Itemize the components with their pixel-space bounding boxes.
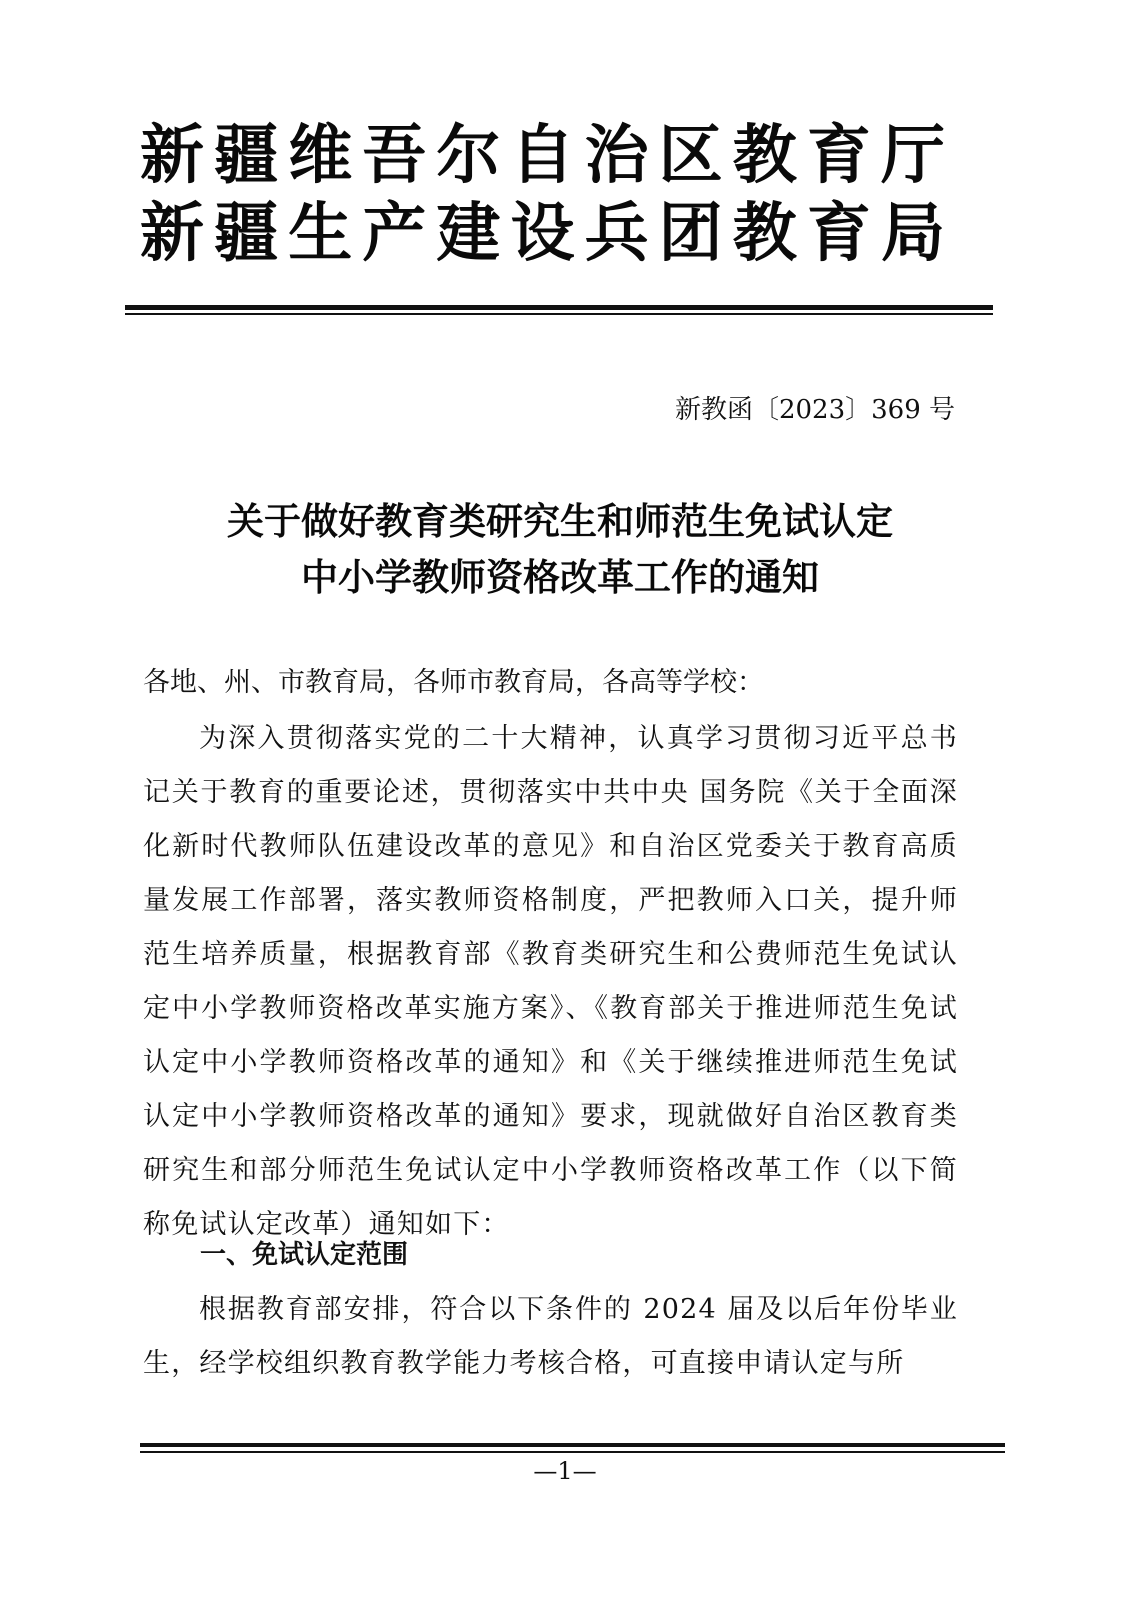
header-char: 设 [510,197,575,271]
header-char: 育 [806,119,871,193]
issuer-name-line-2 [140,198,945,270]
header-char: 局 [880,197,945,271]
header-char: 新 [140,197,204,271]
header-divider-thick [125,305,993,310]
document-title-line-2: 中小学教师资格改革工作的通知 [301,555,819,599]
header-char: 厅 [880,119,945,193]
header-char: 疆 [214,197,279,271]
body-paragraph: 为深入贯彻落实党的二十大精神，认真学习贯彻习近平总书记关于教育的重要论述，贯彻落实中共中央 国务院《关于全面深化新时代教师队伍建设改革的意见》和自治区党委关于教育高质量发展工作部署，落实教师资格制度，严把教师入口关，提升师范生培养质量，根据教育部《教育类研究生和公费师范生免试认定中小学教师资格改革实施方案》、《教育部关于推进师范生免试认定中小学教师资格改革的通知》和《关于继续推进师范生免试认定中小学教师资格改革的通知》要求，现就做好自治区教育类研究生和部分师范生免试认定中小学教师资格改革工作（以下简称免试认定改革）通知如下： [143,723,958,1240]
header-char: 育 [806,197,871,271]
header-char: 疆 [214,119,279,193]
page-number: —1— [533,1457,597,1485]
header-char: 维 [288,119,353,193]
header-char: 自 [510,119,575,193]
footer-divider-thick [140,1443,1005,1447]
body-paragraph: 根据教育部安排，符合以下条件的 2024 届及以后年份毕业生，经学校组织教育教学能力考核合格，可直接申请认定与所 [143,1294,958,1379]
header-char: 教 [732,197,797,271]
issuer-name-line-1 [140,120,945,192]
header-divider-thin [125,313,993,315]
salutation: 各地、州、市教育局，各师市教育局，各高等学校： [143,667,764,698]
header-char: 治 [584,119,649,193]
header-char: 教 [732,119,797,193]
header-char: 尔 [436,119,501,193]
header-char: 吾 [362,119,427,193]
header-char: 生 [288,197,353,271]
header-char: 区 [658,119,723,193]
header-char: 建 [436,197,501,271]
header-char: 团 [658,197,723,271]
document-number: 新教函〔2023〕369 号 [674,395,955,425]
section-heading: 一、免试认定范围 [200,1240,409,1270]
document-title-line-1: 关于做好教育类研究生和师范生免试认定 [227,499,893,543]
header-char: 兵 [584,197,649,271]
header-char: 新 [140,119,204,193]
header-char: 产 [362,197,427,271]
